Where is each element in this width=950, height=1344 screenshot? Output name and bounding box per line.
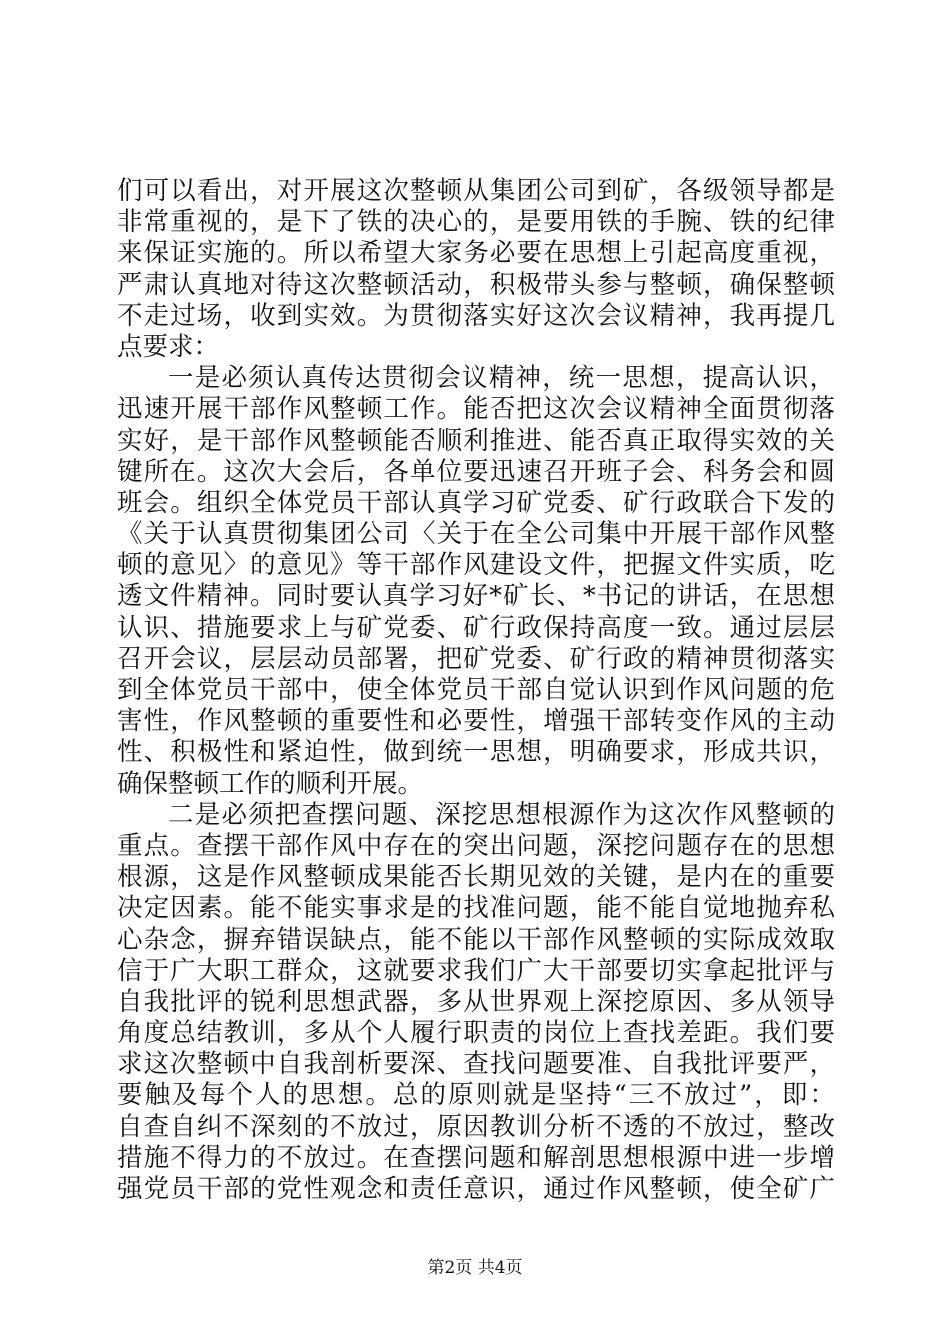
text-line: 们可以看出，对开展这次整顿从集团公司到矿，各级领导都是: [117, 176, 835, 206]
text-line: 角度总结教训，多从个人履行职责的岗位上查找差距。我们要: [117, 1018, 835, 1049]
text-line: 严肃认真地对待这次整顿活动，积极带头参与整顿，确保整顿: [117, 269, 835, 300]
text-line: 非常重视的，是下了铁的决心的，是要用铁的手腕、铁的纪律: [117, 207, 835, 238]
text-line: 求这次整顿中自我剖析要深、查找问题要准、自我批评要严，: [117, 1049, 835, 1080]
text-line: 要触及每个人的思想。总的原则就是坚持“三不放过”，即：: [117, 1080, 835, 1111]
text-line: 确保整顿工作的顺利开展。: [117, 768, 424, 799]
text-line: 不走过场，收到实效。为贯彻落实好这次会议精神，我再提几: [117, 300, 835, 331]
text-line: 根源，这是作风整顿成果能否长期见效的关键，是内在的重要: [117, 862, 835, 893]
text-line: 自我批评的锐利思想武器，多从世界观上深挖原因、多从领导: [117, 986, 835, 1017]
text-line: 信于广大职工群众，这就要求我们广大干部要切实拿起批评与: [117, 955, 835, 986]
paragraph-start-line: 一是必须认真传达贯彻会议精神，统一思想，提高认识，: [168, 363, 835, 394]
text-line: 班会。组织全体党员干部认真学习矿党委、矿行政联合下发的: [117, 487, 835, 518]
text-line: 实好，是干部作风整顿能否顺利推进、能否真正取得实效的关: [117, 425, 835, 456]
text-line: 《关于认真贯彻集团公司〈关于在全公司集中开展干部作风整: [117, 519, 835, 550]
text-line: 键所在。这次大会后，各单位要迅速召开班子会、科务会和圆: [117, 456, 835, 487]
text-line: 到全体党员干部中，使全体党员干部自觉认识到作风问题的危: [117, 675, 835, 705]
text-line: 迅速开展干部作风整顿工作。能否把这次会议精神全面贯彻落: [117, 394, 835, 425]
document-body: [117, 176, 835, 1205]
text-line: 害性，作风整顿的重要性和必要性，增强干部转变作风的主动: [117, 706, 835, 737]
text-line: 措施不得力的不放过。在查摆问题和解剖思想根源中进一步增: [117, 1142, 835, 1173]
text-line: 透文件精神。同时要认真学习好*矿长、*书记的讲话，在思想: [117, 581, 835, 612]
text-line: 召开会议，层层动员部署，把矿党委、矿行政的精神贯彻落实: [117, 643, 835, 674]
text-line: 来保证实施的。所以希望大家务必要在思想上引起高度重视，: [117, 238, 835, 269]
page-number-footer: 第2页 共4页: [427, 1258, 523, 1278]
text-line: 自查自纠不深刻的不放过，原因教训分析不透的不放过，整改: [117, 1111, 835, 1142]
text-line: 顿的意见〉的意见》等干部作风建设文件，把握文件实质，吃: [117, 550, 835, 581]
text-line: 心杂念，摒弃错误缺点，能不能以干部作风整顿的实际成效取: [117, 924, 835, 955]
text-line: 重点。查摆干部作风中存在的突出问题，深挖问题存在的思想: [117, 830, 835, 861]
text-line: 强党员干部的党性观念和责任意识，通过作风整顿，使全矿广: [117, 1174, 835, 1204]
text-line: 性、积极性和紧迫性，做到统一思想，明确要求，形成共识，: [117, 737, 835, 768]
text-line: 认识、措施要求上与矿党委、矿行政保持高度一致。通过层层: [117, 612, 835, 643]
text-line: 点要求：: [117, 331, 220, 362]
paragraph-start-line: 二是必须把查摆问题、深挖思想根源作为这次作风整顿的: [168, 799, 835, 830]
text-line: 决定因素。能不能实事求是的找准问题，能不能自觉地抛弃私: [117, 893, 835, 924]
